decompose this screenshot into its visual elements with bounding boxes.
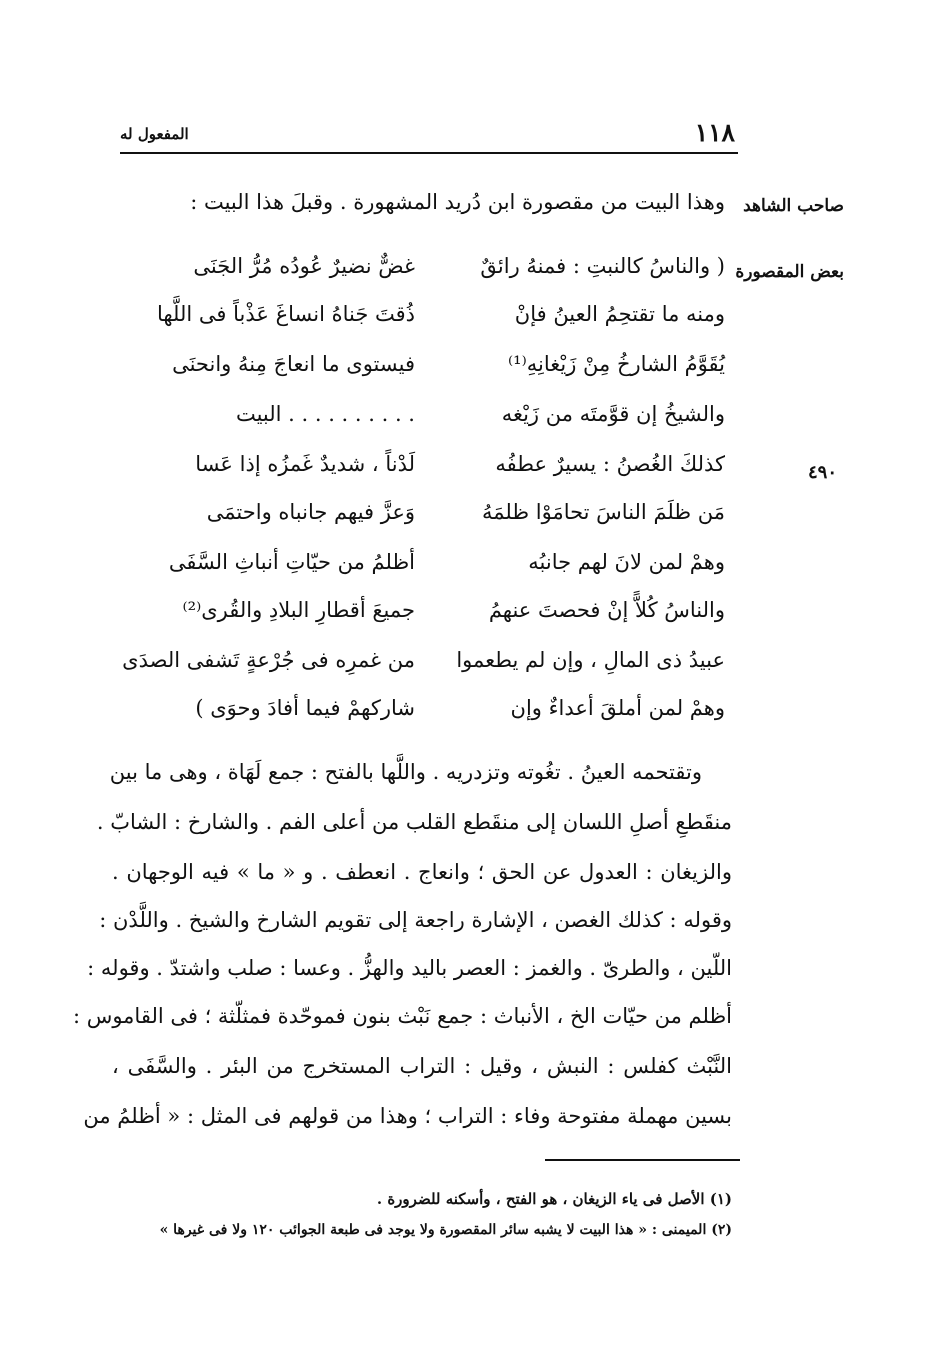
prose-line: اللّين ، والطرىّ . والغمز : العصر باليد والهزُّ . وعسا : صلب واشتدّ . وقوله : — [87, 956, 732, 980]
prose-line: أظلم من حيّات الخ ، الأنباث : جمع نَبْث بنون فموحّدة فمثلّثة ؛ فى القاموس : — [72, 1004, 732, 1028]
footnote-rule — [545, 1159, 740, 1161]
prose-line: والزيغان : العدول عن الحق ؛ وانعاج . انعطف . و « ما » فيه الوجهان . — [112, 860, 732, 884]
verse-row — [125, 500, 725, 546]
verse-row — [125, 352, 725, 398]
page-number: ١١٨ — [694, 118, 735, 147]
verse-row — [125, 696, 725, 742]
verse-hemistich-right: مَن ظلَمَ الناسَ تحامَوْا ظلمَهُ — [482, 500, 725, 524]
verse-row — [125, 302, 725, 348]
verse-row — [125, 254, 725, 300]
prose-line: وتقتحمه العينُ . تغُوته وتزدريه . واللَّها بالفتح : جمع لَهَاة ، وهى ما بين — [109, 760, 702, 784]
running-title: المفعول له — [120, 125, 189, 143]
verse-row — [125, 452, 725, 498]
verse-hemistich-right: كذلكَ الغُصنُ : يسيرٌ عطفُه — [495, 452, 725, 476]
prose-line: منقَطعِ أصلِ اللسان إلى منقَطع القلب من أعلى الفم . والشارخ : الشابّ . — [96, 810, 732, 834]
header-rule — [120, 152, 738, 154]
verse-hemistich-left: لَدْناً ، شديدٌ غَمزُه إذا عَسا — [195, 452, 415, 476]
verse-row — [125, 598, 725, 644]
verse-hemistich-right: يُقَوَّمُ الشارخُ مِنْ زَيْغانِهِ⁽¹⁾ — [507, 352, 725, 376]
verse-hemistich-left: جميعَ أقطارِ البلادِ والقُرى⁽²⁾ — [182, 598, 415, 622]
verse-hemistich-left: غضٌّ نضيرٌ عُودُه مُرُّ الجَنَى — [193, 254, 415, 278]
verse-hemistich-right: ( والناسُ كالنبتِ : فمنهُ رائقٌ — [480, 254, 725, 278]
prose-line: النَّبْث كفلس : النبش ، وقيل : التراب المستخرج من البئر . والسَّفَى ، — [112, 1054, 732, 1078]
verse-hemistich-right: والناسُ كُلاًّ إنْ فحصتَ عنهمُ — [488, 598, 725, 622]
verse-row — [122, 648, 725, 694]
verse-hemistich-left: فيستوى ما انعاجَ مِنهُ وانحنَى — [172, 352, 415, 376]
verse-hemistich-right: وهمْ لمن لانَ لهم جانبُه — [528, 550, 725, 574]
footnote-1: (١) الأصل فى ياء الزيغان ، هو الفتح ، وأسكنه للضرورة . — [376, 1190, 732, 1208]
intro-line: وهذا البيت من مقصورة ابن دُريد المشهورة . وقبلَ هذا البيت : — [190, 190, 725, 214]
verse-hemistich-right: والشيخُ إن قوَّمتَه من زَيْغه — [501, 402, 725, 426]
verse-hemistich-right: وهمْ لمن أملقَ أعداءٌ وإن — [510, 696, 725, 720]
margin-note-witness: صاحب الشاهد — [743, 196, 844, 216]
verse-hemistich-left: شاركهمْ فيما أفادَ وحوَى ) — [195, 696, 415, 720]
verse-hemistich-left: وَعزَّ فيهم جانباه واحتمَى — [206, 500, 415, 524]
verse-hemistich-left: من غمرِه فى جُرْعةٍ تَشفى الصدَى — [122, 648, 415, 672]
verse-row — [125, 550, 725, 596]
verse-hemistich-left: ذُقتَ جَناهُ انساغَ عَذْباً فى اللَّها — [156, 302, 415, 326]
verse-hemistich-right: عبيدُ ذى المالِ ، وإن لم يطعموا — [456, 648, 725, 672]
footnote-2: (٢) الميمنى : « هذا البيت لا يشبه سائر المقصورة ولا يوجد فى طبعة الجوائب ١٢٠ ولا فى غيرها » — [159, 1222, 732, 1238]
verse-number: ٤٩٠ — [808, 462, 838, 483]
margin-note-excerpt: بعض المقصورة — [735, 262, 844, 282]
verse-hemistich-left: أظلمُ من حيّاتِ أنباثِ السَّفَى — [168, 550, 415, 574]
verse-row — [125, 402, 725, 448]
prose-line: بسين مهملة مفتوحة وفاء : التراب ؛ وهذا من قولهم فى المثل : « أظلمُ من — [83, 1104, 732, 1128]
verse-hemistich-right: ومنه ما تقتحِمُ العينُ فإنْ — [514, 302, 725, 326]
verse-hemistich-left: . . . . . . . . . . البيت — [235, 402, 415, 426]
prose-line: وقوله : كذلك الغصن ، الإشارة راجعة إلى تقويم الشارخ والشيخ . واللَّدْن : — [99, 908, 732, 932]
